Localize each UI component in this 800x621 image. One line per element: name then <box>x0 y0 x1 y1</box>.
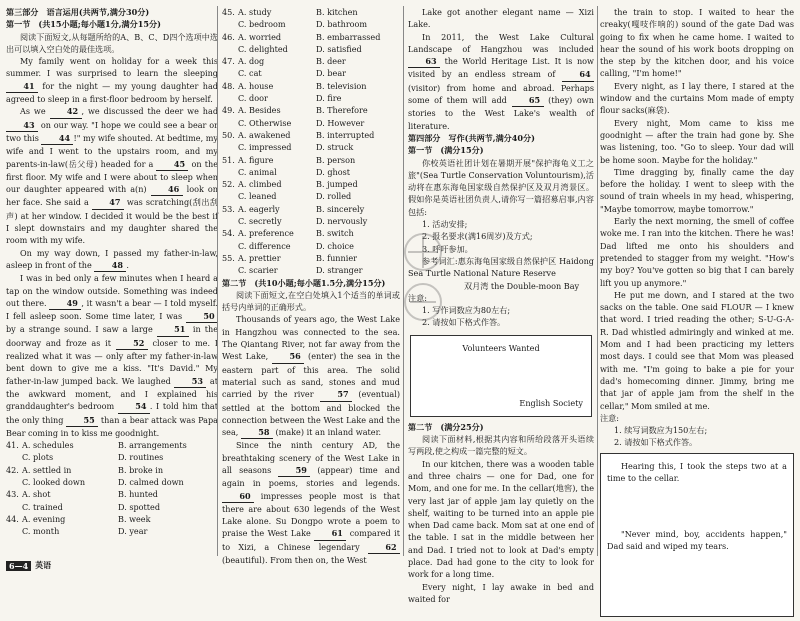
paragraph: On my way down, I passed my father-in-law, asleep in front of the 48 . <box>6 247 218 273</box>
question-number: 53. <box>222 203 235 214</box>
option-row <box>222 166 400 178</box>
paragraph: I was in bed only a few minutes when I heard a tap on the window outside. Something was indeed out there. 49 , it wasn't a bear — I told myself. I fell asleep soon. Some time later, I was 50 by a strange sound. I saw a large 51 in the doorway and froze as it 52 closer to me. I realized what it was — only after my father-in-law bent down to give me a kiss. "It's David." My father-in-law jumped back. We laughed 53 at the awkward moment, and I explained his granddaughter's bedroom 54 . I told him that the only thing 55 than a bear attack was Papa Bear coming in to kiss me goodnight. <box>6 273 219 438</box>
option-row <box>222 203 400 215</box>
option-row <box>6 488 218 500</box>
option[interactable]: A. awakened <box>238 129 291 140</box>
option[interactable]: B. kitchen <box>316 7 358 17</box>
section-title: 第一节 (共15小题;每小题1分,满分15分) <box>6 19 161 30</box>
paragraph: In 2011, the West Lake Cultural Landscape of Hangzhou was included 63 the World Heritage List. It is now visited by an endless stream of 64 (visitor) from home and abroad. Perhaps some of them will add 65 (they) own stories to the West Lake's wealth of literature. <box>408 31 594 131</box>
question-number: 50. <box>222 129 235 140</box>
question-number <box>222 264 238 276</box>
part-title: 第四部分 写作(共两节,满分40分) <box>408 132 535 143</box>
option-row <box>6 501 218 513</box>
question-number <box>6 476 22 488</box>
continuation-box[interactable] <box>600 453 794 617</box>
question-number <box>6 525 22 537</box>
flyer-title: Volunteers Wanted <box>462 342 540 353</box>
list-item: 2. 报名要求(满16周岁)及方式; <box>422 231 533 242</box>
option-row <box>222 80 400 92</box>
option[interactable]: D. choice <box>316 240 354 251</box>
question-number <box>6 501 22 513</box>
option[interactable]: B. funnier <box>316 252 357 263</box>
paragraph: Thousands of years ago, the West Lake in Hangzhou was connected to the sea. The Qiantang River, not far away from the West Lake, 56 (enter) the sea in the eastern part of this area. The solid material such as sand, stones and mud carried by the river 57 (eventual) settled at the bottom and blocked the connection between the West Lake and the sea, 58 (make) it an inland water. <box>222 313 400 439</box>
option-row <box>222 178 400 190</box>
story <box>600 6 794 412</box>
attention-label: 注意: <box>408 292 427 303</box>
flyer-signature: English Society <box>519 398 583 409</box>
blank-57[interactable]: 57 <box>320 388 352 401</box>
question-number <box>222 190 238 202</box>
list-item: 2. 请按如下格式作答。 <box>614 437 698 448</box>
option[interactable]: C. looked down <box>22 476 86 487</box>
blank-55[interactable]: 55 <box>66 414 98 427</box>
instruction: 阅读下面材料,根据其内容和所给段落开头语续写两段,使之构成一篇完整的短文。 <box>408 434 594 457</box>
list-item: 1. 活动安排; <box>422 219 468 230</box>
option-row <box>222 6 400 18</box>
passage <box>6 55 218 439</box>
option[interactable]: B. person <box>316 154 356 165</box>
option-row <box>222 43 400 55</box>
answer-box[interactable] <box>410 335 592 417</box>
instruction: 阅读下面短文,在空白处填入1个适当的单词或括号内单词的正确形式。 <box>222 289 400 313</box>
option-row <box>6 439 218 451</box>
option-row <box>222 264 400 276</box>
paragraph: Time dragging by, finally came the day before the holiday. I went to sleep with the sound of train wheels in my head, whispering, "Maybe tomorrow, maybe tomorrow." <box>600 166 794 214</box>
question-number <box>222 117 238 129</box>
blank-52[interactable]: 52 <box>116 337 148 350</box>
option-row <box>6 451 218 463</box>
question-number: 52. <box>222 179 235 190</box>
option-row <box>222 240 400 252</box>
question-number: 54. <box>222 228 235 239</box>
question-number: 55. <box>222 252 235 263</box>
option[interactable]: B. television <box>316 80 367 91</box>
option-row <box>222 252 400 264</box>
question-number <box>222 92 238 104</box>
continuation-opening-2: "Never mind, boy, accidents happen," Dad said and wiped my tears. <box>607 528 787 551</box>
paragraph: Early the next morning, the smell of coffee woke me. I ran into the kitchen. There he was! Dad lifted me onto his shoulders and pretended to stagger from my weight. "How's my boy? You've gotten so big that I can barely lift you up anymore." <box>600 216 794 288</box>
continuation-opening-1: Hearing this, I took the steps two at a time to the cellar. <box>607 460 787 483</box>
question-number <box>222 141 238 153</box>
option[interactable]: C. door <box>238 93 268 104</box>
section-title: 第二节 (满分25分) <box>408 421 484 432</box>
passage <box>408 6 594 132</box>
option[interactable]: A. study <box>238 7 272 17</box>
question-number: 51. <box>222 154 235 165</box>
option[interactable]: D. bathroom <box>316 19 368 30</box>
question-number <box>222 67 238 79</box>
question-number <box>6 451 22 463</box>
question-number: 44. <box>6 513 19 524</box>
option[interactable]: A. settled in <box>22 464 72 475</box>
option[interactable]: D. ghost <box>316 166 351 177</box>
option[interactable]: A. prettier <box>238 252 281 263</box>
question-number: 42. <box>6 464 19 475</box>
option-row <box>222 104 400 116</box>
attention-items <box>600 424 794 449</box>
option[interactable]: A. preference <box>238 228 294 239</box>
option-row <box>222 215 400 227</box>
attention-label: 注意: <box>600 412 619 423</box>
option[interactable]: A. dog <box>238 56 265 67</box>
option[interactable]: A. schedules <box>22 440 74 451</box>
column-2 <box>222 6 400 566</box>
option[interactable]: B. jumped <box>316 179 358 190</box>
writing-prompt: 你校英语社团计划在暑期开展"保护海龟义工之旅"(Sea Turtle Conservation Voluntourism),活动将在惠东海龟国家级自然保护区及双月湾景区。假如你是英语社团负责人,请你写一篇招募启事,内容包括: <box>408 157 594 217</box>
option-row <box>222 154 400 166</box>
question-number: 41. <box>6 440 19 451</box>
paragraph: Every night, I lay awake in bed and waited for <box>408 581 594 604</box>
option[interactable]: D. spotted <box>118 501 161 512</box>
option-row <box>222 31 400 43</box>
option-row <box>222 129 400 141</box>
option[interactable]: A. Besides <box>238 105 281 116</box>
paragraph: He put me down, and I stared at the two sacks on the table. One said FLOUR — I knew that word. I tried reading the other; S-U-G-A-R. Dad whistled admiringly and winked at me. Mom and I had been practicing my letters most days. I could see that Mom was pleased with me. "I'm going to bake a pie for your dad's homecoming dinner. Jimmy, bring me that jar of apple jam from the shelf in the cellar," Mom smiled at me. <box>600 289 794 411</box>
option[interactable]: B. deer <box>316 56 346 67</box>
option[interactable]: D. stranger <box>316 265 363 276</box>
options-list <box>222 6 400 277</box>
blank-65[interactable]: 65 <box>512 94 544 107</box>
option-row <box>222 227 400 239</box>
blank-59[interactable]: 59 <box>278 464 310 477</box>
option[interactable]: C. secretly <box>238 216 282 227</box>
option-row <box>222 141 400 153</box>
column-divider <box>217 6 218 556</box>
option[interactable]: D. year <box>118 526 148 537</box>
option[interactable]: C. delighted <box>238 43 288 54</box>
option[interactable]: A. figure <box>238 154 274 165</box>
option[interactable]: B. arrangements <box>118 440 187 451</box>
option[interactable]: C. Otherwise <box>238 117 292 128</box>
option-row <box>222 190 400 202</box>
list-item: 1. 写作词数应为80左右; <box>422 305 511 316</box>
list-item: 3. 呼吁参加。 <box>422 243 473 254</box>
option[interactable]: C. leaned <box>238 191 277 202</box>
option[interactable]: D. satisfied <box>316 43 362 54</box>
paragraph: Since the ninth century AD, the breathtaking scenery of the West Lake in all seasons 59 (appear) time and again in poems, stories and legends. 60 impresses people most is that there are about 630 legends of the West Lake alone. Su Dongpo wrote a poem to praise the West Lake 61 compared it to Xizi, a Chinese legendary 62 (beautiful). From then on, the West <box>222 440 401 566</box>
option[interactable]: D. bear <box>316 68 347 79</box>
blank-48[interactable]: 48 <box>94 259 126 272</box>
option[interactable]: C. difference <box>238 240 291 251</box>
question-number <box>222 166 238 178</box>
option[interactable]: B. week <box>118 513 151 524</box>
option[interactable]: A. eagerly <box>238 203 280 214</box>
option[interactable]: D. nervously <box>316 216 368 227</box>
question-number: 49. <box>222 105 235 116</box>
option[interactable]: D. fire <box>316 93 342 104</box>
blank-41[interactable]: 41 <box>6 80 38 93</box>
option[interactable]: D. However <box>316 117 365 128</box>
paragraph: the train to stop. I waited to hear the creaky(嘎吱作响的) sound of the gate Dad was going to fix when he came home. I waited to hear the sound of his work boots dropping on the step by the kitchen door, and his voice calling, "I'm home!" <box>600 7 794 79</box>
option[interactable]: B. Therefore <box>316 105 368 116</box>
option[interactable]: A. worried <box>238 31 282 42</box>
option-row <box>6 464 218 476</box>
option[interactable]: C. cat <box>238 68 262 79</box>
writing-lines <box>607 524 787 557</box>
paragraph: Every night, Mom came to kiss me goodnight — after the train had gone by. She was listening, too. "Go to sleep. Your dad will be home soon. Maybe for the holiday." <box>600 117 794 165</box>
section-title: 第一节 (满分15分) <box>408 145 484 156</box>
option[interactable]: D. rolled <box>316 191 352 202</box>
instruction: 阅读下面短文,从每题所给的A、B、C、D四个选项中选出可以填入空白处的最佳选项。 <box>6 31 218 54</box>
paragraph: Lake got another elegant name — Xizi Lake. <box>408 7 594 30</box>
option[interactable]: B. embarrassed <box>316 31 381 42</box>
blank-45[interactable]: 45 <box>156 158 188 171</box>
subject-label: 英语 <box>35 560 52 570</box>
question-number: 48. <box>222 80 235 91</box>
option[interactable]: B. interrupted <box>316 129 375 140</box>
option-row <box>222 55 400 67</box>
options-list <box>6 439 218 537</box>
option[interactable]: B. hunted <box>118 489 158 500</box>
question-number <box>222 240 238 252</box>
question-number: 47. <box>222 56 235 67</box>
option[interactable]: C. impressed <box>238 142 292 153</box>
option[interactable]: D. struck <box>316 142 354 153</box>
question-number: 46. <box>222 31 235 42</box>
blank-62[interactable]: 62 <box>368 541 400 554</box>
blank-63[interactable]: 63 <box>408 55 440 68</box>
option[interactable]: C. trained <box>22 501 63 512</box>
option[interactable]: B. broke in <box>118 464 164 475</box>
blank-54[interactable]: 54 <box>118 400 150 413</box>
blank-47[interactable]: 47 <box>92 196 124 209</box>
question-number: 45. <box>222 7 235 17</box>
option[interactable]: D. routines <box>118 452 164 463</box>
option[interactable]: B. sincerely <box>316 203 365 214</box>
column-1 <box>6 6 218 537</box>
option[interactable]: A. climbed <box>238 179 282 190</box>
list-item: 2. 请按如下格式作答。 <box>422 317 506 328</box>
option-row <box>222 92 400 104</box>
page-number: 6—4 <box>6 561 31 571</box>
blank-43[interactable]: 43 <box>6 119 38 132</box>
option[interactable]: C. month <box>22 526 60 537</box>
option[interactable]: A. shot <box>22 489 51 500</box>
blank-50[interactable]: 50 <box>186 310 218 323</box>
blank-44[interactable]: 44 <box>41 132 73 145</box>
option-row <box>222 67 400 79</box>
option-row <box>6 513 218 525</box>
option[interactable]: C. plots <box>22 452 54 463</box>
part-title: 第三部分 语言运用(共两节,满分30分) <box>6 7 150 17</box>
blank-61[interactable]: 61 <box>314 527 346 540</box>
option-row <box>222 18 400 30</box>
reference-vocab: 参考词汇:惠东海龟国家级自然保护区 Haidong Sea Turtle National Nature Reserve <box>408 255 594 279</box>
question-number <box>222 18 238 30</box>
blank-53[interactable]: 53 <box>174 375 206 388</box>
page-footer <box>6 560 51 571</box>
option[interactable]: D. calmed down <box>118 476 184 487</box>
section-title: 第二节 (共10小题;每小题1.5分,满分15分) <box>222 277 386 288</box>
question-number <box>222 215 238 227</box>
blank-58[interactable]: 58 <box>241 426 273 439</box>
blank-60[interactable]: 60 <box>222 490 254 503</box>
paragraph: As we 42 , we discussed the deer we had 43 on our way. "I hope we could see a bear or two this 44 !" my wife shouted. At bedtime, my wife and I went to the upstairs room, and my parents-in-law(岳父母) headed for a 45 on the first floor. My wife and I were about to sleep when our daughter appeared with a(n) 46 look on her face. She said a 47 was scratching(刮出刮声) at her window. I decided it would be the best if I slept downstairs and my daughter shared the room with my wife. <box>6 106 219 246</box>
blank-64[interactable]: 64 <box>562 68 594 81</box>
question-number <box>222 43 238 55</box>
list-item: 1. 续写词数应为150左右; <box>614 425 708 436</box>
story <box>408 458 594 606</box>
question-number: 43. <box>6 489 19 500</box>
watermark-stamp-icon <box>398 222 448 342</box>
blank-46[interactable]: 46 <box>151 183 183 196</box>
option[interactable]: C. animal <box>238 166 277 177</box>
option[interactable]: B. switch <box>316 228 354 239</box>
blank-42[interactable]: 42 <box>50 105 82 118</box>
option-row <box>6 476 218 488</box>
blank-51[interactable]: 51 <box>157 323 189 336</box>
option[interactable]: A. house <box>238 80 274 91</box>
blank-49[interactable]: 49 <box>49 297 81 310</box>
paragraph: In our kitchen, there was a wooden table and three chairs — one for Dad, one for Mom, and one for me. In the cellar(地窖), the very last jar of apple jam lay quietly on the shelf, waiting to be turned into an apple pie when Dad came back. Mom sat at one end of the table. I sat in the middle between her and Dad. I tried not to look at Dad's empty place. Dad had gone to the city to look for work for a long time. <box>408 458 594 580</box>
column-4 <box>600 6 794 621</box>
passage <box>222 313 400 566</box>
option-row <box>6 525 218 537</box>
option-row <box>222 117 400 129</box>
column-divider <box>597 6 598 556</box>
option[interactable]: C. scarier <box>238 265 278 276</box>
reference-vocab-2: 双月湾 the Double-moon Bay <box>464 280 580 291</box>
option[interactable]: C. bedroom <box>238 19 286 30</box>
paragraph: Every night, as I lay there, I stared at the window and the curtains Mom made of empty flour sacks(麻袋). <box>600 80 794 116</box>
blank-56[interactable]: 56 <box>272 350 304 363</box>
paragraph: My family went on holiday for a week this summer. I was surprised to learn the sleeping 41 for the night — my young daughter had agreed to sleep in a first-floor bedroom by herself. <box>6 56 218 105</box>
option[interactable]: A. evening <box>22 513 66 524</box>
